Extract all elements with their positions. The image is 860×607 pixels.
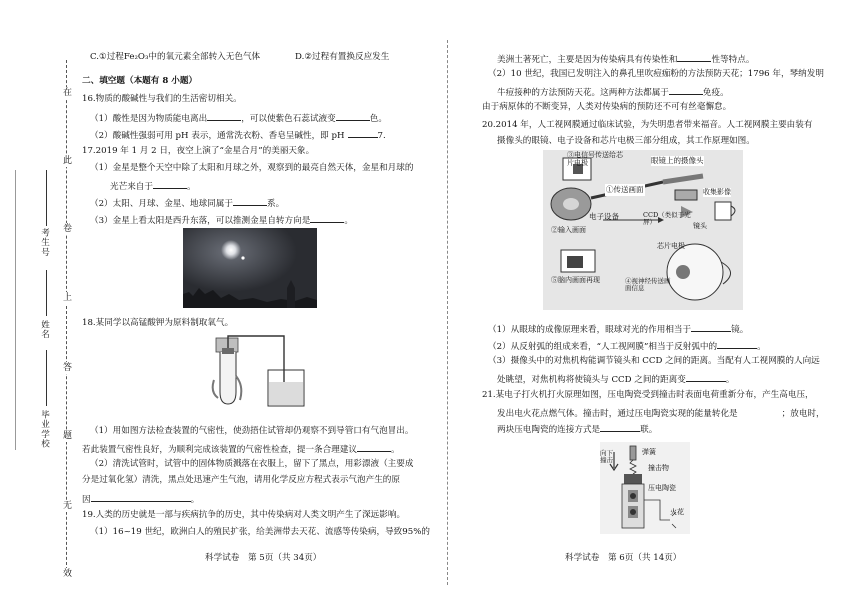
seal-char: 在 bbox=[63, 88, 73, 98]
q20-p1-text2: 镜。 bbox=[731, 325, 749, 335]
answer-blank[interactable] bbox=[677, 52, 711, 62]
page-divider bbox=[447, 40, 448, 585]
piezo-lighter-diagram bbox=[600, 442, 690, 534]
fig-label-transmit: ①传送画面 bbox=[605, 184, 645, 196]
q20-p2-text: （2）从反射弧的组成来看，“人工视网膜”相当于反射弧中的 bbox=[488, 342, 718, 352]
q18-p1b-text: 若此装置气密性良好，为顺利完成该装置的气密性检查，提一条合理建议 bbox=[82, 445, 358, 455]
q17-stem: 17.2019 年 1 月 2 日，夜空上演了“金星合月”的美丽天象。 bbox=[82, 146, 315, 156]
q20-p3c-text: 。 bbox=[725, 375, 735, 385]
fig-label-nerve: ④视神经传送画面信息 bbox=[625, 277, 671, 293]
artificial-retina-diagram bbox=[543, 150, 743, 310]
q19-part1: （1）16~19 世纪，欧洲白人的殖民扩张，给美洲带去天花、流感等传染病，导致95%的 bbox=[90, 527, 430, 537]
page-footer-left: 科学试卷 第 5页（共 34页） bbox=[205, 553, 322, 563]
fig-label-ccd: CCD（类似于光屏） bbox=[643, 211, 691, 227]
venus-moon-photo bbox=[183, 228, 317, 308]
q21-stem-cont bbox=[497, 406, 825, 421]
section-heading: 二、填空题（本题有 8 小题） bbox=[82, 76, 198, 86]
q16-p2-text: （2）酸碱性强弱可用 pH 表示，通常洗衣粉、香皂呈碱性，即 pH bbox=[90, 131, 345, 141]
q17-part1: （1）金星是整个天空中除了太阳和月球之外，观察到的最亮自然天体，金星和月球的 bbox=[90, 163, 414, 173]
fig-label-chip: 芯片电极 bbox=[657, 242, 685, 250]
q16-stem: 16.物质的酸碱性与我们的生活密切相关。 bbox=[82, 94, 242, 104]
q21-l3-text: 两块压电陶瓷的连接方式是 bbox=[497, 425, 601, 435]
q20-part1 bbox=[488, 322, 748, 337]
answer-blank[interactable] bbox=[669, 85, 703, 95]
q17-p2-text2: 系。 bbox=[266, 199, 285, 209]
q18-p1c-text: 。 bbox=[391, 445, 400, 455]
answer-blank[interactable] bbox=[717, 339, 757, 349]
q17-p2-text: （2）太阳、月球、金星、地球同属于 bbox=[90, 199, 233, 209]
q20-p1-text: （1）从眼球的成像原理来看，眼球对光的作用相当于 bbox=[488, 325, 692, 335]
q19-part2: （2）10 世纪，我国已发明注入的鼻孔里吹痘痂粉的方法预防天花；1796 年，琴纳发明 bbox=[488, 69, 824, 79]
answer-blank[interactable] bbox=[153, 179, 187, 189]
fig-label-camera: 眼镜上的摄像头 bbox=[651, 156, 704, 165]
q17-part1-cont bbox=[110, 179, 196, 194]
fig-label-brain: ⑤脑内画面再现 bbox=[551, 276, 600, 284]
q15-option-c: C.①过程Fe₂O₃中的氧元素全部转入无色气体 bbox=[90, 52, 261, 62]
seal-char: 答 bbox=[63, 363, 73, 373]
answer-blank[interactable] bbox=[348, 128, 378, 138]
q21-l2-text: 发出电火花点燃气体。撞击时，通过压电陶瓷实现的能量转化是 bbox=[497, 409, 738, 419]
school-field[interactable] bbox=[46, 350, 47, 406]
answer-blank[interactable] bbox=[686, 372, 726, 382]
q19-cont-text: 美洲土著死亡，主要是因为传染病具有传染性和 bbox=[497, 55, 678, 65]
seal-char: 上 bbox=[63, 293, 73, 303]
q18-p2d-text: 。 bbox=[190, 495, 200, 505]
q18-p2c-text: 因 bbox=[82, 495, 91, 505]
answer-blank[interactable] bbox=[600, 422, 640, 432]
q20-stem: 20.2014 年，人工视网膜通过临床试验，为失明患者带来福音。人工视网膜主要由装有 bbox=[482, 120, 813, 130]
q17-p3-text2: 。 bbox=[344, 216, 353, 226]
q18-part1: （1）用如图方法检查装置的气密性，使劲捂住试管却仍观察不到导管口有气泡冒出。 bbox=[90, 426, 414, 436]
q19-cont-text2: 性等特点。 bbox=[711, 55, 755, 65]
fig-label-ceramic: 压电陶瓷 bbox=[648, 484, 676, 492]
q16-p1-text: （1）酸性是因为物质能电离出 bbox=[90, 114, 208, 124]
answer-blank[interactable] bbox=[91, 492, 191, 502]
fig-label-spring: 弹簧 bbox=[642, 448, 656, 456]
seal-char: 题 bbox=[63, 431, 73, 441]
fig-label-striker: 撞击物 bbox=[648, 464, 669, 472]
q20-part3-cont bbox=[497, 372, 734, 387]
q16-part1 bbox=[90, 111, 387, 126]
q18-part2-cont: 分是过氧化氢）清洗，黑点处迅速产生气泡，请用化学反应方程式表示气泡产生的原 bbox=[82, 475, 400, 485]
seal-char: 效 bbox=[63, 569, 73, 579]
q17-p1b-text: 光芒来自于 bbox=[110, 182, 153, 192]
q20-stem-cont: 摄像头的眼镜、电子设备和芯片电极三部分组成，其工作原理如图。 bbox=[497, 136, 755, 146]
answer-blank[interactable] bbox=[310, 213, 344, 223]
q18-part2-end bbox=[82, 492, 199, 507]
school-label: 毕业学校 bbox=[39, 410, 50, 449]
q16-p2-text2: 7. bbox=[377, 131, 386, 141]
fig-label-signal: ③电信号传送给芯片电极 bbox=[567, 151, 623, 167]
q20-part2 bbox=[488, 339, 766, 354]
q19-stem: 19.人类的历史就是一部与疾病抗争的历史，其中传染病对人类文明产生了深远影响。 bbox=[82, 510, 406, 520]
q20-p3b-text: 处眺望，对焦机构将使镜头与 CCD 之间的距离变 bbox=[497, 375, 686, 385]
binding-line-outer bbox=[15, 170, 16, 450]
q19-p2-text2: 免疫。 bbox=[702, 88, 729, 98]
q18-part1-cont bbox=[82, 442, 400, 457]
fig-label-device: 电子设备 bbox=[589, 212, 619, 221]
q21-l3-text2: 联。 bbox=[640, 425, 658, 435]
answer-blank[interactable] bbox=[738, 406, 782, 416]
q18-stem: 18.某同学以高锰酸钾为原料制取氧气。 bbox=[82, 318, 234, 328]
q17-p3-text: （3）金星上看太阳是西升东落，可以推测金星自转方向是 bbox=[90, 216, 311, 226]
fig-label-input: ②输入画面 bbox=[551, 226, 586, 234]
q16-part2 bbox=[90, 128, 386, 143]
answer-blank[interactable] bbox=[336, 111, 370, 121]
q16-p1-text2: ，可以使紫色石蕊试液变 bbox=[241, 114, 336, 124]
name-label: 姓名 bbox=[39, 320, 50, 340]
name-field[interactable] bbox=[46, 270, 47, 316]
answer-blank[interactable] bbox=[691, 322, 731, 332]
q21-l2-text2: ；放电时， bbox=[781, 409, 825, 419]
q15-option-d: D.②过程有置换反应发生 bbox=[295, 52, 390, 62]
q20-part3: （3）摄像头中的对焦机构能调节镜头和 CCD 之间的距离。当配有人工视网膜的人向远 bbox=[488, 356, 820, 366]
seal-char: 此 bbox=[63, 156, 73, 166]
q19-note: 由于病原体的不断变异，人类对传染病的预防还不可有丝毫懈怠。 bbox=[482, 102, 732, 112]
q18-part2: （2）清洗试管时，试管中的固体物质溅落在衣服上，留下了黑点，用彩漂液（主要成 bbox=[90, 459, 414, 469]
q21-stem-end bbox=[497, 422, 657, 437]
candidate-number-field[interactable] bbox=[46, 170, 47, 226]
answer-blank[interactable] bbox=[357, 442, 391, 452]
seal-char: 无 bbox=[63, 501, 73, 511]
q19-cont-line1 bbox=[497, 52, 754, 67]
q17-p1c-text: 。 bbox=[186, 182, 196, 192]
fig-label-spark: 火花 bbox=[670, 508, 684, 516]
fig-label-strike: 向下撞击 bbox=[600, 449, 613, 465]
candidate-number-label: 考生号 bbox=[39, 228, 50, 257]
q17-part2 bbox=[90, 196, 284, 211]
answer-blank[interactable] bbox=[207, 111, 241, 121]
test-tube-diagram bbox=[210, 332, 315, 414]
fig-label-collect: 收集影像 bbox=[703, 188, 731, 196]
q19-part2-cont bbox=[497, 85, 729, 100]
seal-char: 卷 bbox=[63, 224, 73, 234]
answer-blank[interactable] bbox=[233, 196, 267, 206]
night-sky-image bbox=[183, 228, 317, 308]
page-footer-right: 科学试卷 第 6页（共 14页） bbox=[565, 553, 682, 563]
q20-p2-text2: 。 bbox=[757, 342, 766, 352]
fig-label-lens: 镜头 bbox=[693, 222, 707, 230]
q21-stem: 21.某电子打火机打火原理如图，压电陶瓷受到撞击时表面电荷重新分布，产生高电压， bbox=[482, 390, 814, 400]
q19-p2-text: 牛痘接种的方法预防天花。这两种方法都属于 bbox=[497, 88, 669, 98]
airtightness-apparatus bbox=[210, 332, 315, 414]
q16-p1-text3: 色。 bbox=[369, 114, 387, 124]
q17-part3 bbox=[90, 213, 353, 228]
